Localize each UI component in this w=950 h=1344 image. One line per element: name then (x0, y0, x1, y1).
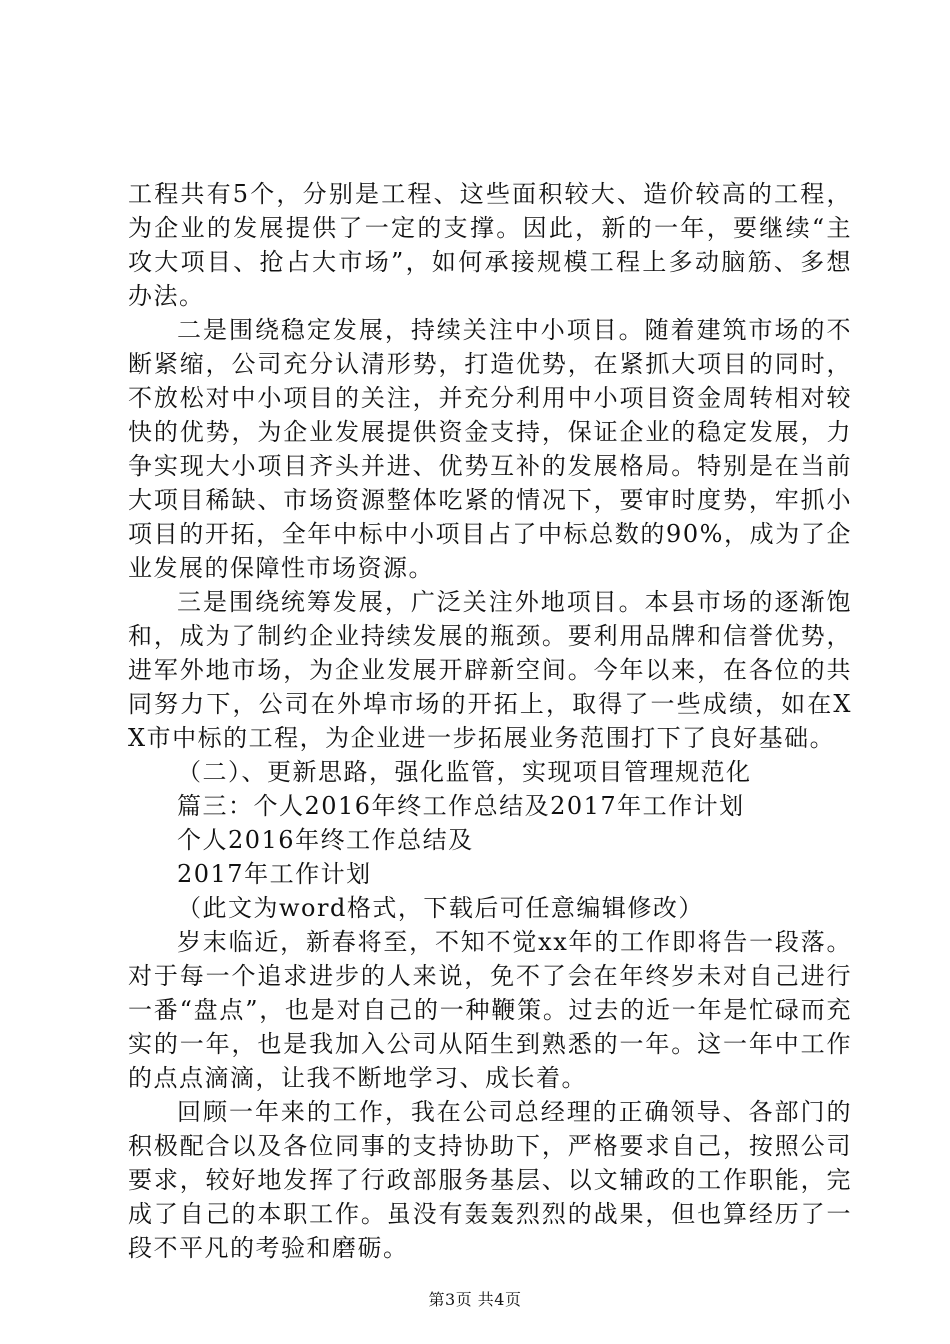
document-body (128, 177, 852, 1265)
page-number-footer: 第3页 共4页 (428, 1290, 522, 1309)
paragraph-3: 三是围绕统筹发展，广泛关注外地项目。本县市场的逐渐饱和，成为了制约企业持续发展的瓶颈。要利用品牌和信誉优势，进军外地市场，为企业发展开辟新空间。今年以来，在各位的共同努力下，公司在外埠市场的开拓上，取得了一些成绩，如在XX市中标的工程，为企业进一步拓展业务范围打下了良好基础。 (128, 588, 852, 752)
title-line-2: 2017年工作计划 (177, 860, 372, 888)
title-line-1: 个人2016年终工作总结及 (177, 826, 474, 854)
section-heading: （二）、更新思路，强化监管，实现项目管理规范化 (177, 758, 752, 786)
article-title: 篇三：个人2016年终工作总结及2017年工作计划 (177, 792, 745, 820)
format-note: （此文为word格式，下载后可任意编辑修改） (177, 894, 704, 922)
paragraph-1: 工程共有5个，分别是工程、这些面积较大、造价较高的工程，为企业的发展提供了一定的支撑。因此，新的一年，要继续“主攻大项目、抢占大市场”，如何承接规模工程上多动脑筋、多想办法。 (128, 180, 852, 310)
paragraph-2: 二是围绕稳定发展，持续关注中小项目。随着建筑市场的不断紧缩，公司充分认清形势，打造优势，在紧抓大项目的同时，不放松对中小项目的关注，并充分利用中小项目资金周转相对较快的优势，为企业发展提供资金支持，保证企业的稳定发展，力争实现大小项目齐头并进、优势互补的发展格局。特别是在当前大项目稀缺、市场资源整体吃紧的情况下，要审时度势，牢抓小项目的开拓，全年中标中小项目占了中标总数的90%，成为了企业发展的保障性市场资源。 (128, 316, 852, 582)
paragraph-review: 回顾一年来的工作，我在公司总经理的正确领导、各部门的积极配合以及各位同事的支持协助下，严格要求自己，按照公司要求，较好地发挥了行政部服务基层、以文辅政的工作职能，完成了自己的本职工作。虽没有轰轰烈烈的战果，但也算经历了一段不平凡的考验和磨砺。 (128, 1098, 852, 1262)
paragraph-intro: 岁末临近，新春将至，不知不觉xx年的工作即将告一段落。对于每一个追求进步的人来说，免不了会在年终岁未对自己进行一番“盘点”，也是对自己的一种鞭策。过去的近一年是忙碌而充实的一年，也是我加入公司从陌生到熟悉的一年。这一年中工作的点点滴滴，让我不断地学习、成长着。 (128, 928, 852, 1092)
